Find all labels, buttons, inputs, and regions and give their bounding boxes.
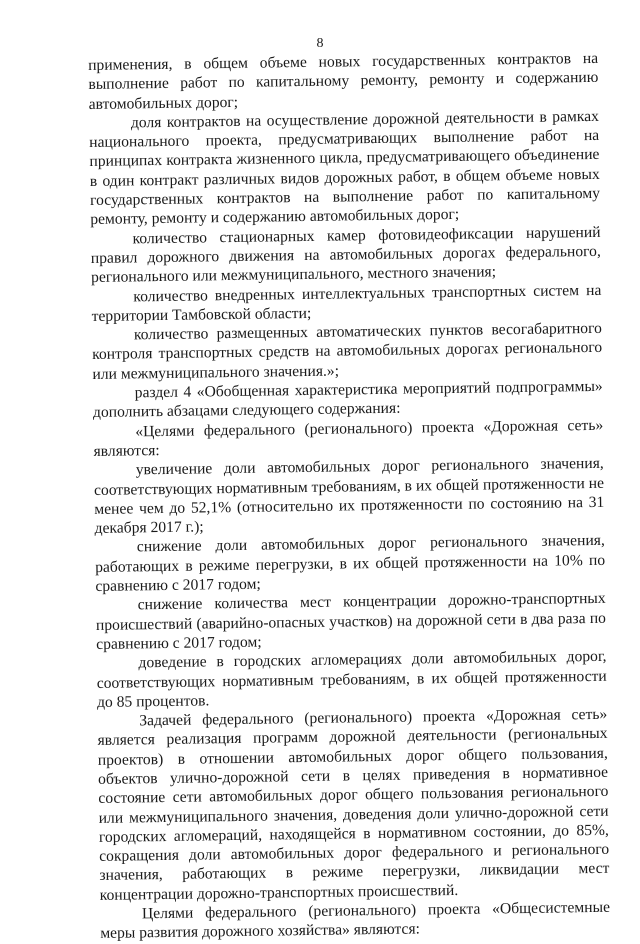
paragraph-cameras: количество стационарных камер фотовидеофиксации нарушений правил дорожного движения на автомобильных дорогах федерального, регионального или межмуниципального, местного значения; [90, 223, 601, 287]
paragraph-goal-increase-share: увеличение доли автомобильных дорог регионального значения, соответствующих нормативным требованиям, в их общей протяженности не менее чем до 52,1% (относительно их протяженности по состоянию на 31 декабря 2017 г.); [93, 455, 605, 538]
paragraph-weight-control: количество размещенных автоматических пунктов весогабаритного контроля транспортных средств на автомобильных дорогах регионального или межмуниципального значения.»; [92, 320, 603, 383]
paragraph-goals-system-measures: Целями федерального (регионального) проекта «Общесистемные меры развития дорожного хозяйства» являются: [100, 898, 611, 943]
paragraph-lifecycle-contracts: доля контрактов на осуществление дорожной деятельности в рамках национального проекта, предусматривающих выполнение работ на принципах контракта жизненного цикла, предусматривающего объединение в один контракт различных видов дорожных работ, в общем объеме новых государственных контрактов на выполнение работ по капитальному ремонту, ремонту и содержанию автомобильных дорог; [89, 107, 601, 229]
paragraph-task-road-network: Задачей федерального (регионального) проекта «Дорожная сеть» является реализация программ дорожной деятельности (региональных проектов) в отношении автомобильных дорог общего пользования, объектов улично-дорожной сети в целях приведения в нормативное состояние сети автомобильных дорог общего пользования регионального или межмуниципального значения, доведения доли улично-дорожной сети городских агломераций, находящейся в нормативном состоянии, до 85%, сокращения доли автомобильных дорог федерального и регионального значения, работающих в режиме перегрузки, ликвидации мест концентрации дорожно-транспортных происшествий. [97, 705, 610, 904]
paragraph-goals-road-network: «Целями федерального (регионального) проекта «Дорожная сеть» являются: [93, 416, 604, 460]
paragraph-continuation: применения, в общем объеме новых государственных контрактов на выполнение работ по капитальному ремонту, ремонту и содержанию автомобильных дорог; [88, 49, 599, 113]
paragraph-goal-reduce-overload: снижение доли автомобильных дорог регионального значения, работающих в режиме перегрузки, в их общей протяженности на 10% по сравнению с 2017 годом; [95, 532, 606, 595]
paragraph-section-4: раздел 4 «Обобщенная характеристика мероприятий подпрограммы» дополнить абзацами следующего содержания: [92, 377, 603, 422]
paragraph-goal-agglomerations: доведение в городских агломерациях доли автомобильных дорог, соответствующих нормативным требованиям, в их общей протяженности до 85 процентов. [96, 648, 607, 711]
document-body [88, 49, 610, 944]
paragraph-its: количество внедренных интеллектуальных транспортных систем на территории Тамбовской области; [91, 281, 602, 325]
page-number: 8 [316, 36, 324, 51]
paragraph-goal-reduce-accidents: снижение количества мест концентрации дорожно-транспортных происшествий (аварийно-опасных участков) на дорожной сети в два раза по сравнению с 2017 годом; [95, 590, 607, 653]
